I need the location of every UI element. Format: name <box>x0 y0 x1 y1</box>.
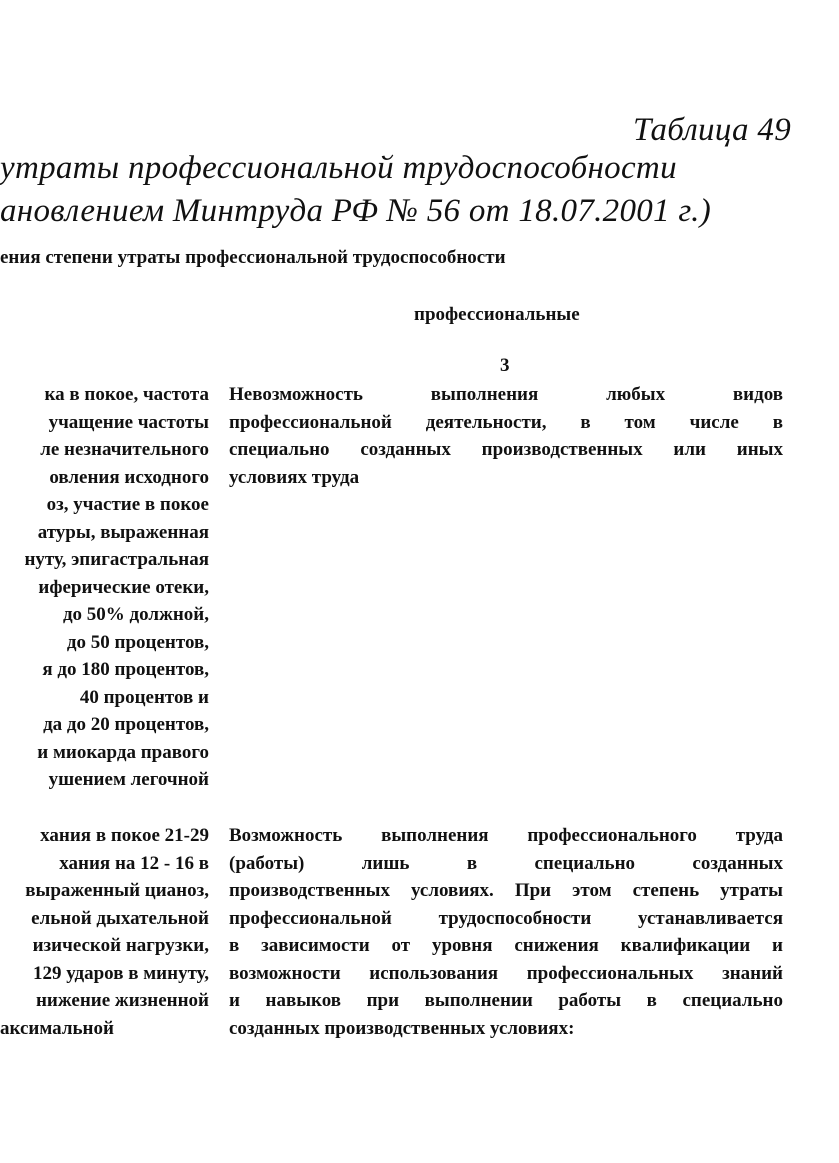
row-2-right-line: (работы) лишь в специально созданных <box>229 852 783 874</box>
row-2-right-line: профессиональной трудоспособности устанавливается <box>229 907 783 929</box>
row-2-left-line: нижение жизненной <box>35 990 209 1011</box>
row-2-left-line: выраженный цианоз, <box>25 880 209 901</box>
row-2-right-line: в зависимости от уровня снижения квалификации и <box>229 935 783 956</box>
row-1-right-cell <box>229 381 783 491</box>
row-1-left-line: и миокарда правого <box>37 741 209 763</box>
row-1-right-line: специально созданных производственных или иных <box>229 439 783 460</box>
row-1-left-line: ка в покое, частота <box>44 384 209 405</box>
row-1-left-line: овления исходного <box>49 466 209 488</box>
row-1-left-line: нуту, эпигастральная <box>24 549 209 570</box>
row-1-left-line: атуры, выраженная <box>37 521 209 543</box>
row-1-right-line: Невозможность выполнения любых видов <box>229 384 783 405</box>
row-1-left-cell <box>0 381 209 794</box>
row-1-left-line: да до 20 процентов, <box>43 714 209 735</box>
row-1-left-line: иферические отеки, <box>38 576 209 598</box>
row-2-right-line: и навыков при выполнении работы в специально <box>229 990 783 1011</box>
row-2-right-line: Возможность выполнения профессионального труда <box>229 825 783 846</box>
row-2-left-line: 129 ударов в минуту, <box>32 962 209 984</box>
document-title-line-2: ановлением Минтруда РФ № 56 от 18.07.2001 г.) <box>0 193 711 229</box>
row-1-left-line: 40 процентов и <box>79 686 209 708</box>
row-1-right-line: условиях труда <box>229 466 360 488</box>
row-2-left-line: хания в покое 21-29 <box>40 825 209 846</box>
row-2-left-line: изической нагрузки, <box>32 935 209 956</box>
row-1-left-line: до 50% должной, <box>62 604 209 625</box>
row-1-left-line: я до 180 процентов, <box>42 659 209 680</box>
document-title-line-1: утраты профессиональной трудоспособности <box>0 150 677 186</box>
row-1-right-line: профессиональной деятельности, в том числе в <box>229 411 783 433</box>
row-2-left-line: ельной дыхательной <box>31 907 209 929</box>
row-1-left-line: ле незначительного <box>40 439 209 460</box>
row-2-right-line: возможности использования профессиональных знаний <box>229 962 783 984</box>
row-1-left-line: оз, участие в покое <box>46 494 209 515</box>
row-1-left-line: учащение частоты <box>48 411 209 433</box>
row-2-right-cell <box>229 822 783 1042</box>
row-1-left-line: ушением легочной <box>48 769 209 790</box>
row-2-left-line: аксимальной <box>0 1017 114 1039</box>
column-header: профессиональные <box>414 304 580 325</box>
section-title: ения степени утраты профессиональной трудоспособности <box>0 247 506 268</box>
row-2-right-line: созданных производственных условиях: <box>229 1017 575 1039</box>
column-number: 3 <box>500 355 510 376</box>
row-2-right-line: производственных условиях. При этом степень утраты <box>229 880 783 901</box>
row-2-left-line: хания на 12 - 16 в <box>59 852 209 874</box>
row-2-left-cell <box>0 822 209 1042</box>
row-1-left-line: до 50 процентов, <box>66 631 209 653</box>
table-label: Таблица 49 <box>633 112 791 148</box>
